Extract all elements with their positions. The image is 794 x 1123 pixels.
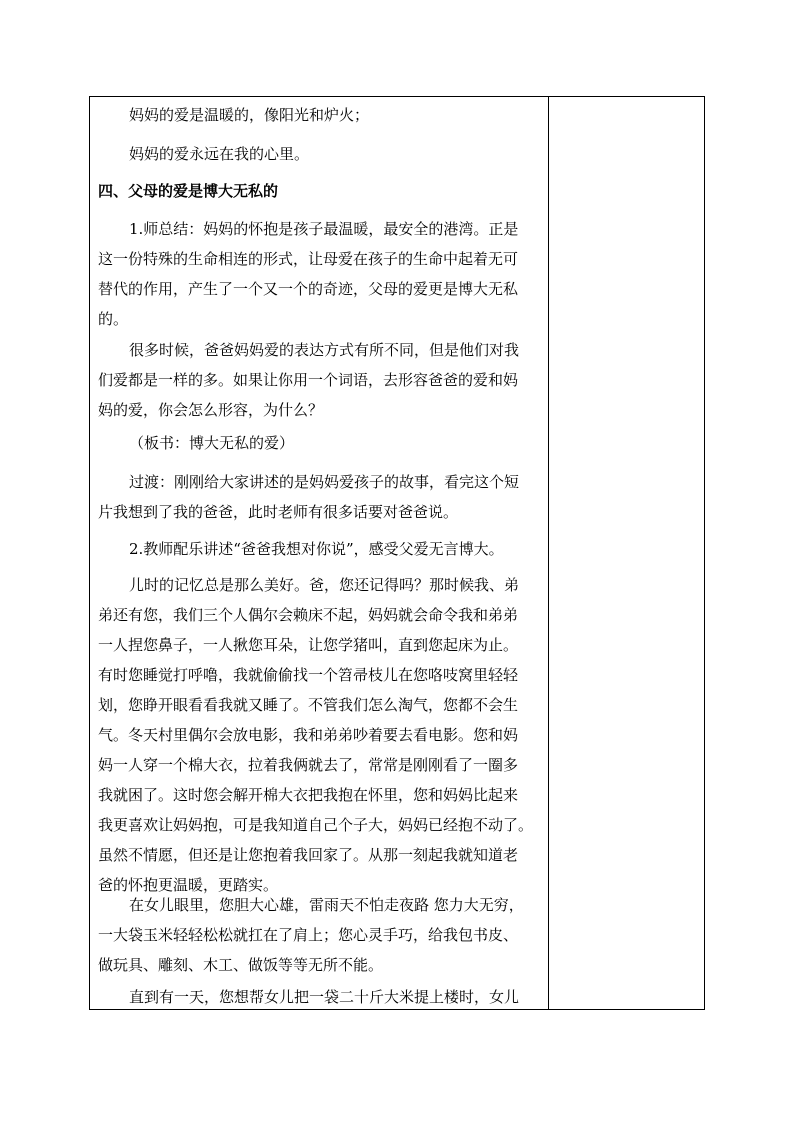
text-line: 划，您睁开眼看看我就又睡了。不管我们怎么淘气，您都不会生 — [98, 696, 519, 714]
text-line: 替代的作用，产生了一个又一个的奇迹，父母的爱更是博大无私 — [98, 280, 519, 298]
text-line: 妈一人穿一个棉大衣，拉着我俩就去了，常常是刚刚看了一圈多 — [98, 756, 519, 774]
text-line: 这一份特殊的生命相连的形式，让母爱在孩子的生命中起着无可 — [98, 250, 519, 268]
text-line: 弟还有您，我们三个人偶尔会赖床不起，妈妈就会命令我和弟弟 — [98, 606, 519, 624]
paragraph — [90, 570, 548, 900]
text-line: 妈妈的爱是温暖的，像阳光和炉火； — [129, 106, 370, 124]
text-line: 我更喜欢让妈妈抱，可是我知道自己个子大，妈妈已经抱不动了。 — [98, 816, 534, 834]
paragraph — [90, 139, 548, 169]
text-line: 妈的爱，你会怎么形容，为什么？ — [98, 401, 324, 419]
text-line: 妈妈的爱永远在我的心里。 — [129, 145, 310, 163]
text-line: 2.教师配乐讲述“爸爸我想对你说”，感受父爱无言博大。 — [129, 540, 504, 558]
lesson-table — [89, 96, 705, 1010]
text-line: （板书：博大无私的爱） — [129, 434, 295, 452]
text-line: 们爱都是一样的多。如果让你用一个词语，去形容爸爸的爱和妈 — [98, 371, 519, 389]
paragraph — [90, 982, 548, 1009]
text-line: 的。 — [98, 310, 129, 328]
text-line: 儿时的记忆总是那么美好。爸，您还记得吗？那时候我、弟 — [129, 576, 520, 594]
paragraph — [90, 428, 548, 458]
heading-text: 四、父母的爱是博大无私的 — [98, 182, 279, 200]
paragraph — [90, 467, 548, 527]
text-line: 片我想到了我的爸爸，此时老师有很多话要对爸爸说。 — [98, 503, 459, 521]
text-line: 一大袋玉米轻轻松松就扛在了肩上；您心灵手巧，给我包书皮、 — [98, 926, 519, 944]
text-line: 一人捏您鼻子，一人揪您耳朵，让您学猪叫，直到您起床为止。 — [98, 636, 519, 654]
text-line: 有时您睡觉打呼噜，我就偷偷找一个笤帚枝儿在您咯吱窝里轻轻 — [98, 666, 519, 684]
text-line: 做玩具、雕刻、木工、做饭等等无所不能。 — [98, 956, 384, 974]
content-cell — [90, 97, 548, 1009]
text-line: 我就困了。这时您会解开棉大衣把我抱在怀里，您和妈妈比起来 — [98, 786, 519, 804]
paragraph — [90, 100, 548, 130]
text-line: 直到有一天，您想帮女儿把一袋二十斤大米提上楼时，女儿 — [129, 988, 520, 1006]
text-line: 过渡：刚刚给大家讲述的是妈妈爱孩子的故事，看完这个短 — [129, 473, 520, 491]
paragraph — [90, 890, 548, 980]
text-line: 爸的怀抱更温暖，更踏实。 — [98, 876, 279, 894]
text-line: 很多时候，爸爸妈妈爱的表达方式有所不同，但是他们对我 — [129, 341, 520, 359]
notes-cell — [549, 97, 704, 1009]
paragraph — [90, 214, 548, 334]
text-line: 1.师总结：妈妈的怀抱是孩子最温暖，最安全的港湾。正是 — [129, 220, 519, 238]
text-line: 气。冬天村里偶尔会放电影，我和弟弟吵着要去看电影。您和妈 — [98, 726, 519, 744]
section-heading — [90, 176, 548, 206]
paragraph — [90, 534, 548, 564]
text-line: 虽然不情愿，但还是让您抱着我回家了。从那一刻起我就知道老 — [98, 846, 519, 864]
paragraph — [90, 335, 548, 425]
text-line: 在女儿眼里，您胆大心雄，雷雨天不怕走夜路 您力大无穷， — [129, 896, 524, 914]
